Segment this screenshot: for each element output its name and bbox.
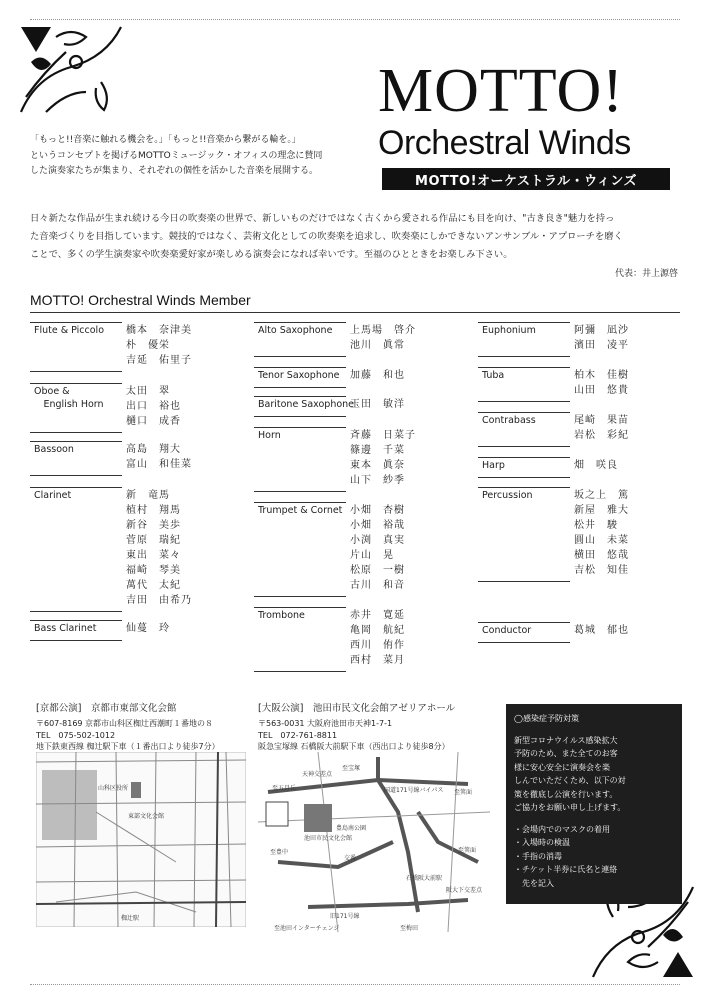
member-group-rule	[254, 367, 346, 368]
osaka-map-label: 豊島南公園	[336, 825, 367, 832]
member-group	[478, 457, 644, 477]
kyoto-map-label: 山科区役所	[98, 785, 129, 792]
player-name: 斉藤 日菜子	[350, 430, 416, 441]
member-group-rule	[254, 427, 346, 428]
notice-item: ・入場時の検温	[514, 838, 570, 847]
player-name: 横田 悠哉	[574, 550, 629, 561]
player-name: 出口 裕也	[126, 401, 181, 412]
osaka-map-label: 旧171号線	[330, 913, 360, 920]
kyoto-map	[36, 752, 246, 927]
member-group-rule	[478, 642, 570, 643]
osaka-map-building	[304, 804, 332, 832]
kyoto-access: 地下鉄東西線 椥辻駅下車（１番出口より徒歩7分）	[36, 742, 220, 751]
player-names	[574, 413, 629, 443]
osaka-map-label: 至池田インターチェンジ	[274, 925, 340, 932]
member-group	[254, 502, 420, 596]
player-name: 西川 侑作	[350, 640, 405, 651]
kyoto-map-area	[42, 770, 97, 840]
member-group-rule	[254, 491, 346, 492]
body-line: ことで、多くの学生演奏家や吹奏楽愛好家が楽しめる演奏会になれば幸いです。至福のひとときをお楽しみ下さい。	[30, 249, 513, 260]
player-name: 新屋 雅大	[574, 505, 629, 516]
notice-line: 予防のため、また全てのお客	[514, 749, 618, 758]
member-group-rule	[254, 596, 346, 597]
signature: 代表：井上源啓	[614, 269, 678, 279]
player-names	[574, 488, 629, 578]
player-names	[574, 623, 629, 638]
member-group-rule	[478, 322, 570, 323]
player-names	[126, 442, 192, 472]
instrument-label: Percussion	[482, 490, 533, 501]
player-name: 坂之上 篤	[574, 490, 629, 501]
player-name: 上馬場 啓介	[350, 325, 416, 336]
member-group-rule	[30, 475, 122, 476]
member-group-rule	[254, 607, 346, 608]
instrument-label: Horn	[258, 430, 281, 441]
notice-line: 様に安心安全に演奏会を楽	[514, 762, 610, 772]
member-group	[30, 620, 196, 640]
member-group	[478, 622, 644, 642]
player-name: 高島 翔大	[126, 444, 181, 455]
instrument-label: Bass Clarinet	[34, 623, 97, 634]
member-group-rule	[254, 396, 346, 397]
member-group-rule	[478, 356, 570, 357]
player-name: 新谷 美歩	[126, 520, 181, 531]
kyoto-venue-name: [京都公演] 京都市東部文化会館	[36, 703, 177, 714]
osaka-access: 阪急宝塚線 石橋阪大前駅下車（西出口より徒歩8分）	[258, 742, 450, 751]
member-group	[30, 383, 196, 432]
member-group	[478, 487, 644, 581]
osaka-venue	[258, 702, 455, 753]
intro-line: した演奏家たちが集まり、それぞれの個性を活かした音楽を展開する。	[30, 166, 319, 176]
player-name: 新 竜馬	[126, 490, 170, 501]
player-name: 萬代 太紀	[126, 580, 181, 591]
player-name: 東出 菜々	[126, 550, 181, 561]
notice-item: ・手指の消毒	[514, 851, 562, 861]
member-group-rule	[478, 401, 570, 402]
member-group-rule	[30, 371, 122, 372]
member-group	[254, 396, 420, 416]
player-name: 小畑 裕哉	[350, 520, 405, 531]
player-name: 岩松 彩紀	[574, 430, 629, 441]
osaka-map-label: 交番	[344, 855, 357, 862]
instrument-label: Alto Saxophone	[258, 325, 333, 336]
player-name: 小渕 真実	[350, 535, 405, 546]
player-name: 山下 紗季	[350, 475, 405, 486]
member-group-rule	[254, 356, 346, 357]
member-group-rule	[254, 322, 346, 323]
player-name: 古川 和音	[350, 580, 405, 591]
top-dotted-rule	[30, 19, 680, 20]
kyoto-venue	[36, 702, 220, 753]
top-left-ornament-icon	[16, 22, 126, 117]
player-names	[350, 428, 416, 488]
instrument-label: Bassoon	[34, 444, 74, 455]
player-name: 阿彌 凪沙	[574, 325, 629, 336]
instrument-label: Clarinet	[34, 490, 72, 501]
osaka-map-label: 至箕面	[458, 847, 477, 854]
osaka-map-label: 国道171号線バイパス	[384, 787, 444, 794]
member-group-rule	[478, 487, 570, 488]
infection-notice	[506, 704, 682, 904]
osaka-map-label: 池田市民文化会館	[304, 835, 353, 842]
member-group-rule	[478, 446, 570, 447]
kyoto-map-label: 椥辻駅	[121, 915, 140, 922]
player-name: 篠邊 千菜	[350, 445, 405, 456]
player-name: 山田 悠貴	[574, 385, 629, 396]
instrument-label: Tuba	[482, 370, 505, 381]
player-name: 松原 一樹	[350, 565, 405, 576]
player-name: 菅原 瑞紀	[126, 535, 181, 546]
player-name: 太田 翠	[126, 386, 170, 397]
member-group	[254, 367, 420, 387]
player-name: 圓山 未菜	[574, 535, 629, 546]
instrument-label: Tenor Saxophone	[258, 370, 340, 381]
member-group-rule	[254, 387, 346, 388]
player-names	[350, 608, 405, 668]
player-names	[126, 621, 170, 636]
instrument-label: Harp	[482, 460, 505, 471]
instrument-label: Trombone	[258, 610, 305, 621]
body-line: た音楽づくりを目指しています。競技的ではなく、芸術文化としての吹奏楽を追求し、吹奏楽にしかできないアンサンブル・アプローチを磨く	[30, 231, 623, 242]
player-name: 樋口 成香	[126, 416, 181, 427]
player-name: 朴 優栄	[126, 340, 170, 351]
title-sub: Orchestral Winds	[378, 124, 631, 162]
player-names	[350, 397, 405, 412]
osaka-map-label: 天神交差点	[302, 771, 333, 778]
osaka-venue-name: [大阪公演] 池田市民文化会館アゼリアホール	[258, 703, 456, 714]
player-names	[350, 503, 405, 593]
instrument-label: Conductor	[482, 625, 532, 636]
player-name: 吉松 知佳	[574, 565, 629, 576]
member-group-rule	[254, 416, 346, 417]
player-name: 濱田 凌平	[574, 340, 629, 351]
osaka-map	[258, 752, 490, 932]
member-group	[478, 322, 644, 356]
title-main: MOTTO!	[378, 57, 624, 125]
instrument-label: Flute & Piccolo	[34, 325, 105, 336]
member-group-rule	[478, 477, 570, 478]
member-group-rule	[30, 487, 122, 488]
notice-line: ご協力をお願い申し上げます。	[514, 803, 626, 812]
member-group-rule	[30, 620, 122, 621]
member-group-rule	[478, 367, 570, 368]
member-group	[30, 441, 196, 475]
member-group-rule	[478, 581, 570, 582]
member-heading-rule	[30, 312, 680, 313]
member-heading: MOTTO! Orchestral Winds Member	[30, 292, 251, 308]
notice-item: 先を記入	[514, 878, 554, 888]
title-jp: MOTTO!オーケストラル・ウィンズ	[415, 173, 637, 189]
member-group	[30, 487, 196, 611]
player-name: 加藤 和也	[350, 370, 405, 381]
player-name: 片山 晃	[350, 550, 394, 561]
notice-item: ・チケット半券に氏名と連絡	[514, 865, 618, 874]
player-name: 植村 翔馬	[126, 505, 181, 516]
instrument-label: Contrabass	[482, 415, 536, 426]
osaka-map-label: 至五月丘	[272, 785, 297, 792]
player-name: 小畑 杏樹	[350, 505, 405, 516]
player-names	[350, 323, 416, 353]
player-name: 柏木 佳樹	[574, 370, 629, 381]
player-names	[350, 368, 405, 383]
osaka-map-label: 阪大下交差点	[446, 887, 483, 894]
osaka-map-label: 至豊中	[270, 849, 289, 856]
intro-line: 「もっと!!音楽に触れる機会を。」「もっと!!音楽から繋がる輪を。」	[30, 135, 301, 145]
notice-title: ◯感染症予防対策	[514, 714, 579, 723]
player-name: 赤井 寛延	[350, 610, 405, 621]
member-group	[254, 322, 420, 356]
member-group-rule	[30, 640, 122, 641]
member-group-rule	[30, 611, 122, 612]
member-group-rule	[30, 441, 122, 442]
player-names	[574, 323, 629, 353]
notice-line: 策を徹底し公演を行います。	[514, 789, 618, 799]
osaka-map-label: 至箕面	[454, 789, 473, 796]
osaka-map-label: 石橋阪大前駅	[406, 875, 443, 882]
member-group-rule	[30, 383, 122, 384]
player-names	[574, 458, 618, 473]
player-name: 玉田 敏洋	[350, 399, 405, 410]
member-group	[254, 607, 420, 671]
member-group-rule	[254, 502, 346, 503]
member-group-rule	[478, 457, 570, 458]
player-names	[126, 384, 181, 429]
member-group-rule	[254, 671, 346, 672]
player-names	[574, 368, 629, 398]
player-name: 仙蔓 玲	[126, 623, 170, 634]
body-text	[30, 210, 680, 264]
instrument-label: Trumpet & Cornet	[258, 505, 343, 516]
player-name: 橋本 奈津美	[126, 325, 192, 336]
member-group	[478, 367, 644, 401]
osaka-map-label: 至宝塚	[342, 765, 361, 772]
instrument-label: Euphonium	[482, 325, 536, 336]
kyoto-map-label: 東部文化会館	[128, 813, 165, 820]
member-group	[30, 322, 196, 371]
member-group	[478, 412, 644, 446]
player-name: 西村 菜月	[350, 655, 405, 666]
player-name: 池川 眞常	[350, 340, 405, 351]
member-group-rule	[30, 432, 122, 433]
intro-text	[30, 133, 370, 180]
instrument-label: Oboe & English Horn	[34, 386, 104, 410]
kyoto-address: 〒607-8169 京都市山科区椥辻西潮町１番地の８	[36, 719, 214, 728]
instrument-label: Baritone Saxophone	[258, 399, 355, 410]
notice-line: しんでいただくため、以下の対	[514, 776, 626, 785]
body-line: 日々新たな作品が生まれ続ける今日の吹奏楽の世界で、新しいものだけではなく古くから愛される作品にも目を向け、"古き良き"魅力を持っ	[30, 213, 615, 224]
player-names	[126, 323, 192, 368]
member-group-rule	[30, 322, 122, 323]
title-jp-banner	[382, 168, 670, 190]
player-name: 吉延 佑里子	[126, 355, 192, 366]
player-name: 東本 眞奈	[350, 460, 405, 471]
player-name: 尾崎 果苗	[574, 415, 629, 426]
member-group	[254, 427, 420, 491]
player-name: 松井 駿	[574, 520, 618, 531]
notice-line: 新型コロナウイルス感染拡大	[514, 735, 618, 745]
player-name: 福崎 琴美	[126, 565, 181, 576]
osaka-address: 〒563-0031 大阪府池田市天神1-7-1	[258, 719, 393, 728]
osaka-tel: TEL 072-761-8811	[258, 730, 338, 740]
osaka-map-label: 至梅田	[400, 925, 419, 932]
player-name: 吉田 由希乃	[126, 595, 192, 606]
player-name: 富山 和佳菜	[126, 459, 192, 470]
bottom-dotted-rule	[30, 984, 680, 985]
player-name: 葛城 郁也	[574, 625, 629, 636]
member-group-rule	[478, 412, 570, 413]
player-name: 亀岡 航紀	[350, 625, 405, 636]
player-name: 畑 咲良	[574, 460, 618, 471]
notice-item: ・会場内でのマスクの着用	[514, 824, 610, 834]
player-names	[126, 488, 192, 608]
kyoto-tel: TEL 075-502-1012	[36, 730, 116, 740]
intro-line: というコンセプトを掲げるMOTTOミュージック・オフィスの理念に賛同	[30, 150, 323, 161]
member-group-rule	[478, 622, 570, 623]
